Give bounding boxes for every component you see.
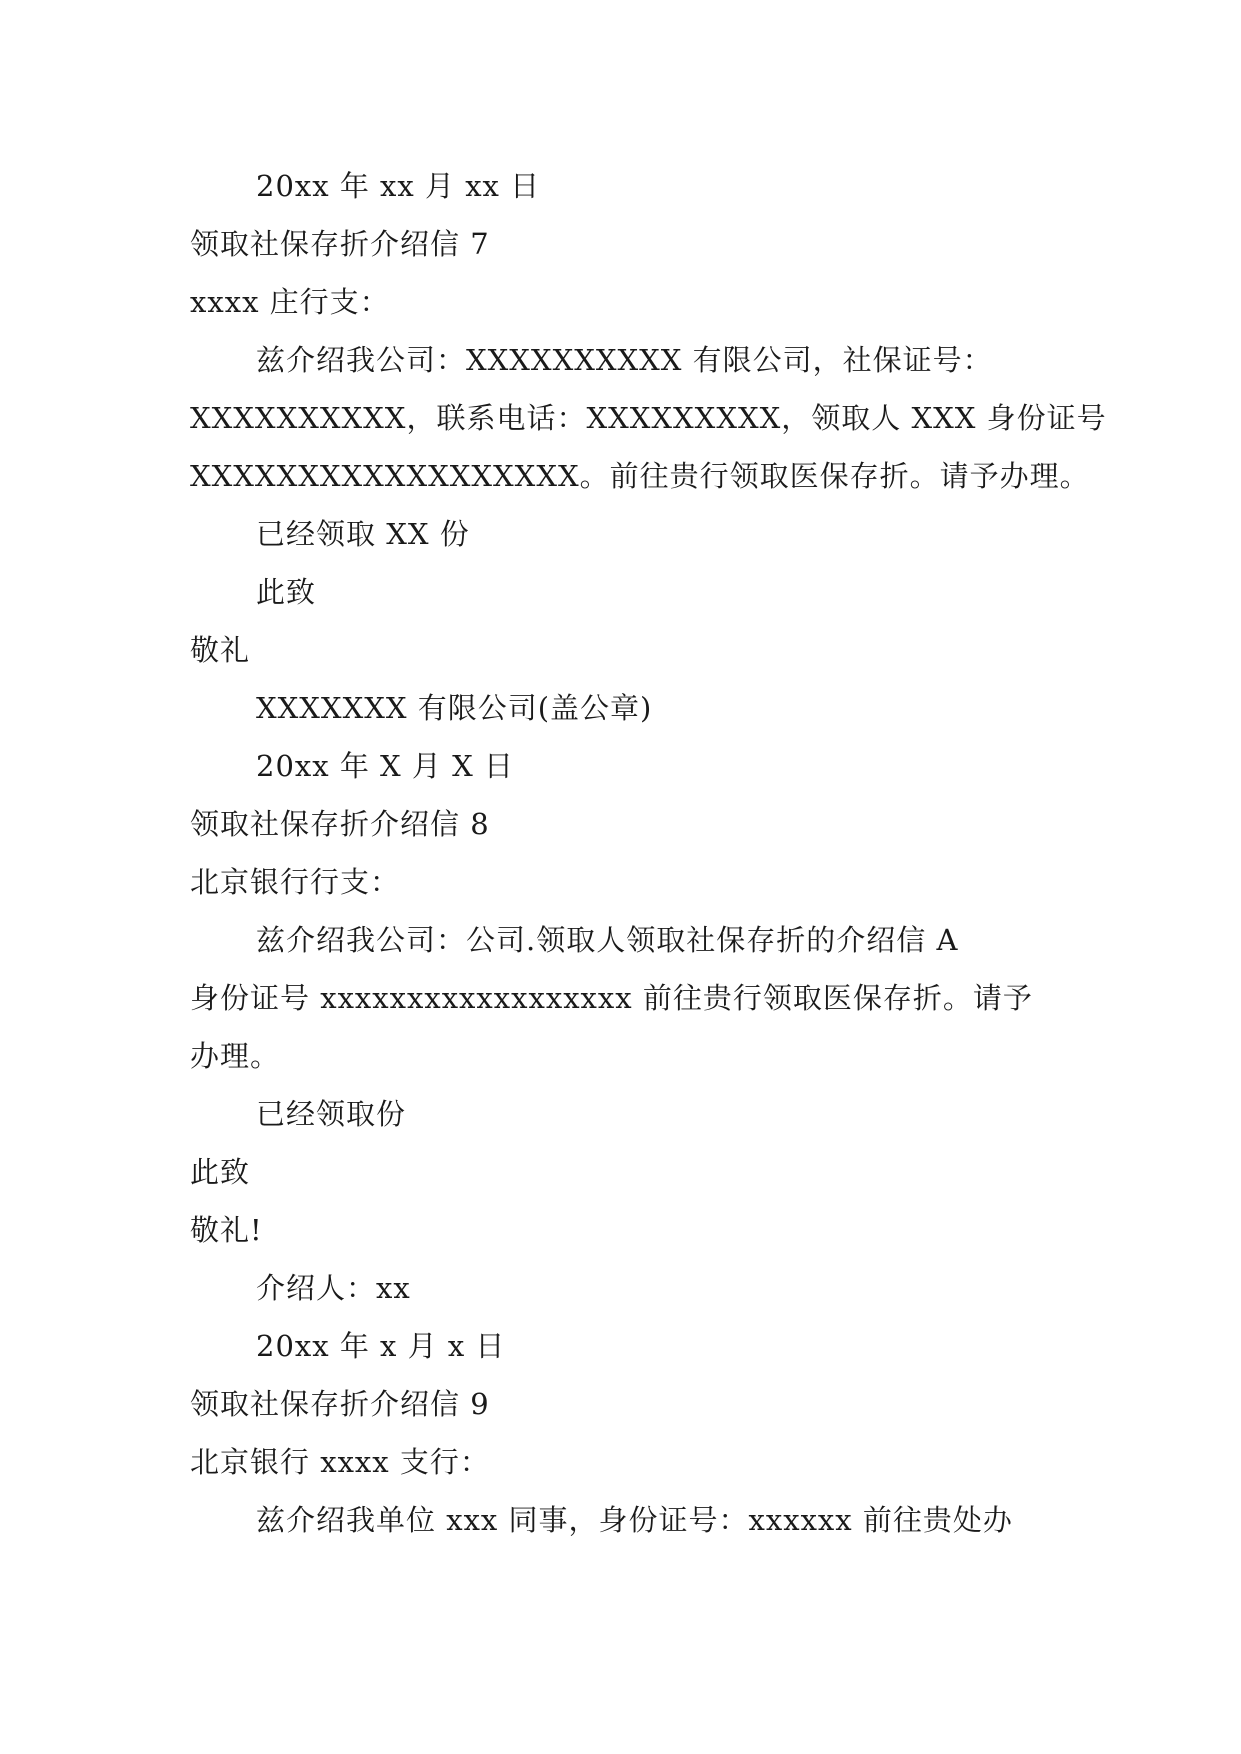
letter-title: 领取社保存折介绍信 8 — [190, 807, 490, 841]
body-paragraph-line: 兹介绍我公司：XXXXXXXXXX 有限公司，社保证号： — [256, 343, 993, 377]
date-line: 20xx 年 X 月 X 日 — [256, 749, 514, 783]
date-line: 20xx 年 x 月 x 日 — [256, 1329, 506, 1363]
body-paragraph-line: 兹介绍我单位 xxx 同事，身份证号：xxxxxx 前往贵处办 — [256, 1503, 1013, 1537]
introducer-line: 介绍人：xx — [256, 1271, 411, 1305]
body-paragraph-line: XXXXXXXXXXXXXXXXXX。前往贵行领取医保存折。请予办理。 — [190, 459, 1090, 493]
date-line: 20xx 年 xx 月 xx 日 — [256, 169, 541, 203]
recipient-line: 北京银行 xxxx 支行： — [190, 1445, 490, 1479]
recipient-line: xxxx 庄行支： — [190, 285, 390, 319]
closing-line: 此致 — [256, 575, 317, 609]
body-paragraph-line: 身份证号 xxxxxxxxxxxxxxxxxx 前往贵行领取医保存折。请予 — [190, 981, 1033, 1015]
recipient-line: 北京银行行支： — [190, 865, 401, 899]
body-paragraph-line: XXXXXXXXXX，联系电话：XXXXXXXXX，领取人 XXX 身份证号 — [190, 401, 1107, 435]
received-count-line: 已经领取份 — [256, 1097, 407, 1131]
salutation-line: 敬礼! — [190, 1213, 263, 1247]
received-count-line: 已经领取 XX 份 — [256, 517, 470, 551]
salutation-line: 敬礼 — [190, 633, 251, 667]
letter-title: 领取社保存折介绍信 9 — [190, 1387, 490, 1421]
letter-title: 领取社保存折介绍信 7 — [190, 227, 490, 261]
body-paragraph-line: 办理。 — [190, 1039, 281, 1073]
closing-line: 此致 — [190, 1155, 251, 1189]
signature-line: XXXXXXX 有限公司(盖公章) — [256, 691, 653, 725]
body-paragraph-line: 兹介绍我公司：公司.领取人领取社保存折的介绍信 A — [256, 923, 959, 957]
